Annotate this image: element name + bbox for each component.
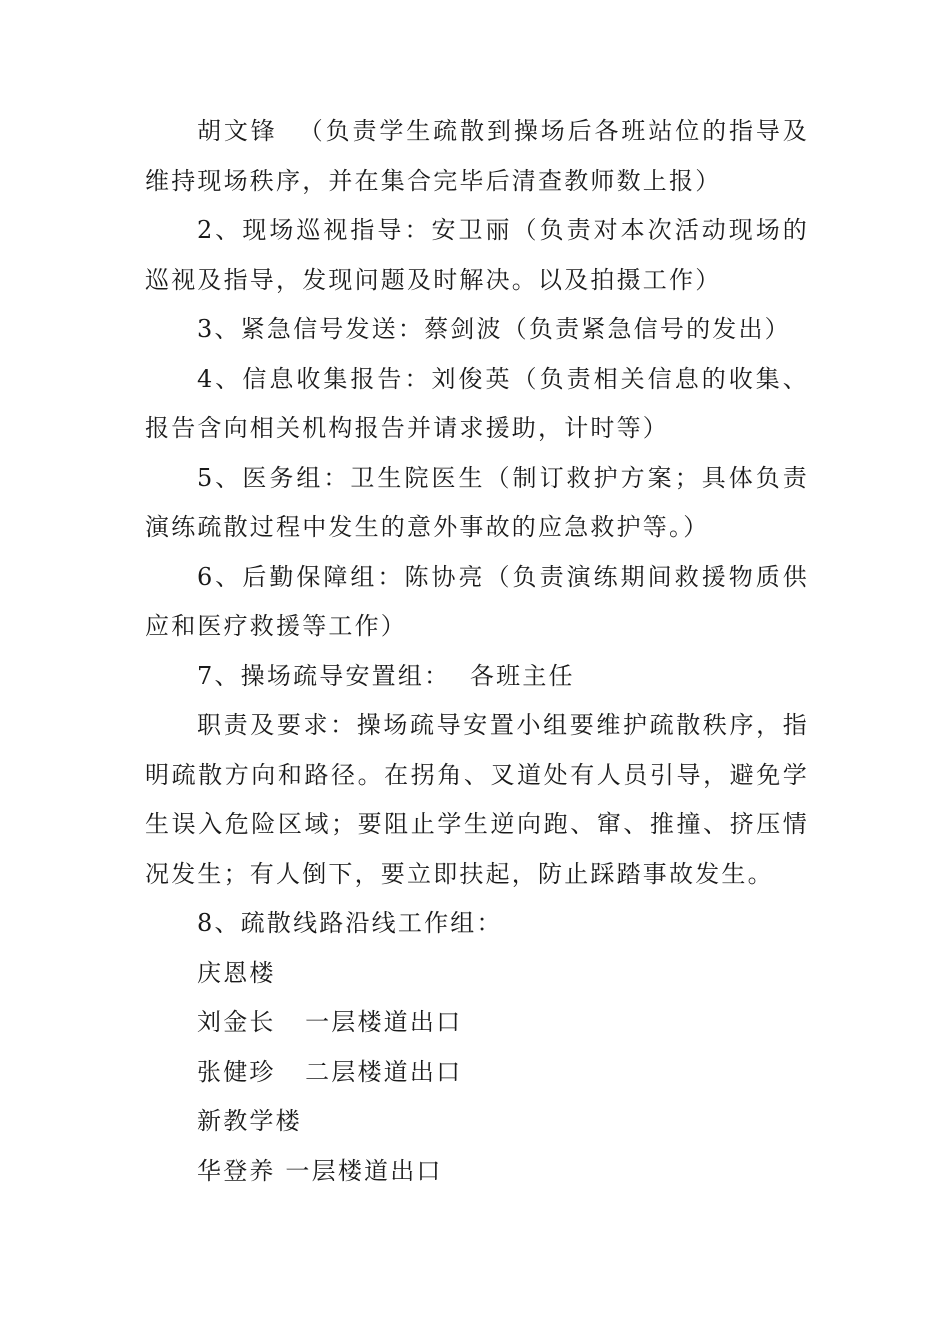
building-new-teaching: 新教学楼: [197, 1107, 302, 1135]
staff-liujinchang: 刘金长 一层楼道出口: [197, 1008, 463, 1036]
paragraph-item-7: 7、操场疏导安置组： 各班主任: [197, 661, 575, 690]
paragraph-item-3: 3、紧急信号发送：蔡剑波（负责紧急信号的发出）: [197, 315, 791, 343]
paragraph-huwenfeng: 胡文锋 （负责学生疏散到操场后各班站位的指导及维持现场秩序，并在集合完毕后清查教师数上报）: [145, 117, 809, 195]
paragraph-item-6: 6、后勤保障组：陈协亮（负责演练期间救援物质供应和医疗救援等工作）: [145, 562, 809, 640]
document-body: [145, 107, 809, 1196]
paragraph-item-5: 5、医务组：卫生院医生（制订救护方案；具体负责演练疏散过程中发生的意外事故的应急救护等。）: [145, 463, 809, 541]
paragraph-duties: 职责及要求：操场疏导安置小组要维护疏散秩序，指明疏散方向和路径。在拐角、叉道处有人员引导，避免学生误入危险区域；要阻止学生逆向跑、窜、推撞、挤压情况发生；有人倒下，要立即扶起，防止踩踏事故发生。: [145, 711, 809, 888]
building-qingen: 庆恩楼: [197, 958, 276, 987]
paragraph-item-2: 2、现场巡视指导：安卫丽（负责对本次活动现场的巡视及指导，发现问题及时解决。以及拍摄工作）: [145, 216, 809, 294]
paragraph-item-4: 4、信息收集报告：刘俊英（负责相关信息的收集、报告含向相关机构报告并请求援助，计时等）: [145, 364, 809, 442]
staff-huadengyang: 华登养 一层楼道出口: [197, 1156, 443, 1185]
staff-zhangjianzhen: 张健珍 二层楼道出口: [197, 1057, 463, 1086]
paragraph-item-8: 8、疏散线路沿线工作组：: [197, 909, 503, 937]
